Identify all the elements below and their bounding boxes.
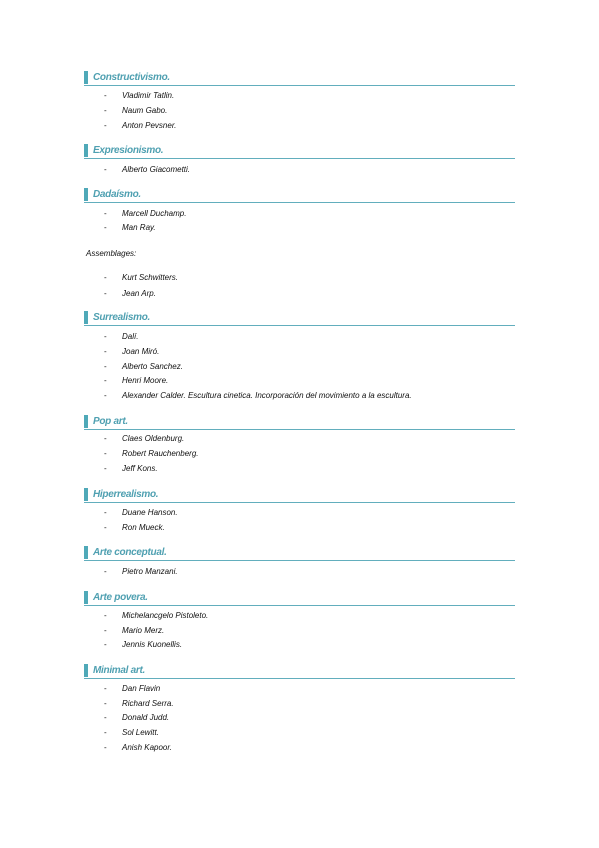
heading-accent-bar	[84, 311, 88, 324]
list-item-text: Dan Flavin	[122, 684, 161, 693]
list-item-text: Michelancgelo Pistoleto.	[122, 611, 209, 620]
bullet-dash: -	[104, 165, 107, 174]
section-title: Constructivismo.	[93, 72, 170, 83]
section-title: Pop art.	[93, 416, 128, 427]
section-heading-constructivismo	[84, 71, 515, 86]
list-item-text: Dalí.	[122, 332, 139, 341]
heading-accent-bar	[84, 71, 88, 84]
bullet-dash: -	[104, 273, 107, 282]
section-title: Dadaísmo.	[93, 189, 141, 200]
section-heading-arte-povera	[84, 591, 515, 606]
bullet-dash: -	[104, 391, 107, 400]
section-title: Surrealismo.	[93, 312, 150, 323]
list-item-text: Donald Judd.	[122, 713, 170, 722]
bullet-dash: -	[104, 611, 107, 620]
list-item-text: Kurt Schwitters.	[122, 273, 179, 282]
section-heading-dadaismo	[84, 188, 515, 203]
bullet-dash: -	[104, 376, 107, 385]
bullet-dash: -	[104, 106, 107, 115]
bullet-dash: -	[104, 434, 107, 443]
list-item-text: Jennis Kuonellis.	[122, 640, 183, 649]
section-title: Arte conceptual.	[93, 547, 167, 558]
section-heading-minimal-art	[84, 664, 515, 679]
list-item-text: Joan Miró.	[122, 347, 160, 356]
section-title: Arte povera.	[93, 592, 148, 603]
bullet-dash: -	[104, 640, 107, 649]
list-item-text: Henri Moore.	[122, 376, 169, 385]
list-item-text: Man Ray.	[122, 223, 156, 232]
heading-accent-bar	[84, 664, 88, 677]
bullet-dash: -	[104, 332, 107, 341]
heading-accent-bar	[84, 415, 88, 428]
section-heading-expresionismo	[84, 144, 515, 159]
bullet-dash: -	[104, 728, 107, 737]
list-item-text: Naum Gabo.	[122, 106, 168, 115]
bullet-dash: -	[104, 91, 107, 100]
bullet-dash: -	[104, 508, 107, 517]
list-item-text: Pietro Manzani.	[122, 567, 178, 576]
heading-accent-bar	[84, 546, 88, 559]
bullet-dash: -	[104, 362, 107, 371]
heading-accent-bar	[84, 591, 88, 604]
section-heading-arte-conceptual	[84, 546, 515, 561]
list-item-text: Robert Rauchenberg.	[122, 449, 199, 458]
list-item-text: Alberto Giacometti.	[122, 165, 191, 174]
list-item-text: Jean Arp.	[122, 289, 156, 298]
bullet-dash: -	[104, 223, 107, 232]
list-item-text: Alexander Calder. Escultura cinetica. Incorporación del movimiento a la escultura.	[122, 391, 412, 400]
list-item-text: Marcell Duchamp.	[122, 209, 187, 218]
list-item-text: Alberto Sanchez.	[122, 362, 183, 371]
section-heading-hiperrealismo	[84, 488, 515, 503]
bullet-dash: -	[104, 699, 107, 708]
bullet-dash: -	[104, 713, 107, 722]
list-item-text: Vladimir Tatlin.	[122, 91, 175, 100]
bullet-dash: -	[104, 347, 107, 356]
section-title: Expresionismo.	[93, 145, 164, 156]
bullet-dash: -	[104, 449, 107, 458]
list-item-text: Anish Kapoor.	[122, 743, 172, 752]
section-heading-pop-art	[84, 415, 515, 430]
list-item-text: Jeff Kons.	[122, 464, 158, 473]
bullet-dash: -	[104, 523, 107, 532]
section-title: Hiperrealismo.	[93, 489, 159, 500]
assemblages-label: Assemblages:	[86, 249, 137, 258]
list-item-text: Anton Pevsner.	[122, 121, 177, 130]
section-title: Minimal art.	[93, 665, 145, 676]
heading-accent-bar	[84, 144, 88, 157]
heading-accent-bar	[84, 188, 88, 201]
bullet-dash: -	[104, 684, 107, 693]
list-item-text: Ron Mueck.	[122, 523, 165, 532]
bullet-dash: -	[104, 743, 107, 752]
section-heading-surrealismo	[84, 311, 515, 326]
bullet-dash: -	[104, 289, 107, 298]
bullet-dash: -	[104, 209, 107, 218]
heading-accent-bar	[84, 488, 88, 501]
list-item-text: Duane Hanson.	[122, 508, 178, 517]
bullet-dash: -	[104, 626, 107, 635]
bullet-dash: -	[104, 464, 107, 473]
list-item-text: Mario Merz.	[122, 626, 165, 635]
bullet-dash: -	[104, 567, 107, 576]
list-item-text: Sol Lewitt.	[122, 728, 159, 737]
list-item-text: Richard Serra.	[122, 699, 174, 708]
list-item-text: Claes Oldenburg.	[122, 434, 185, 443]
bullet-dash: -	[104, 121, 107, 130]
